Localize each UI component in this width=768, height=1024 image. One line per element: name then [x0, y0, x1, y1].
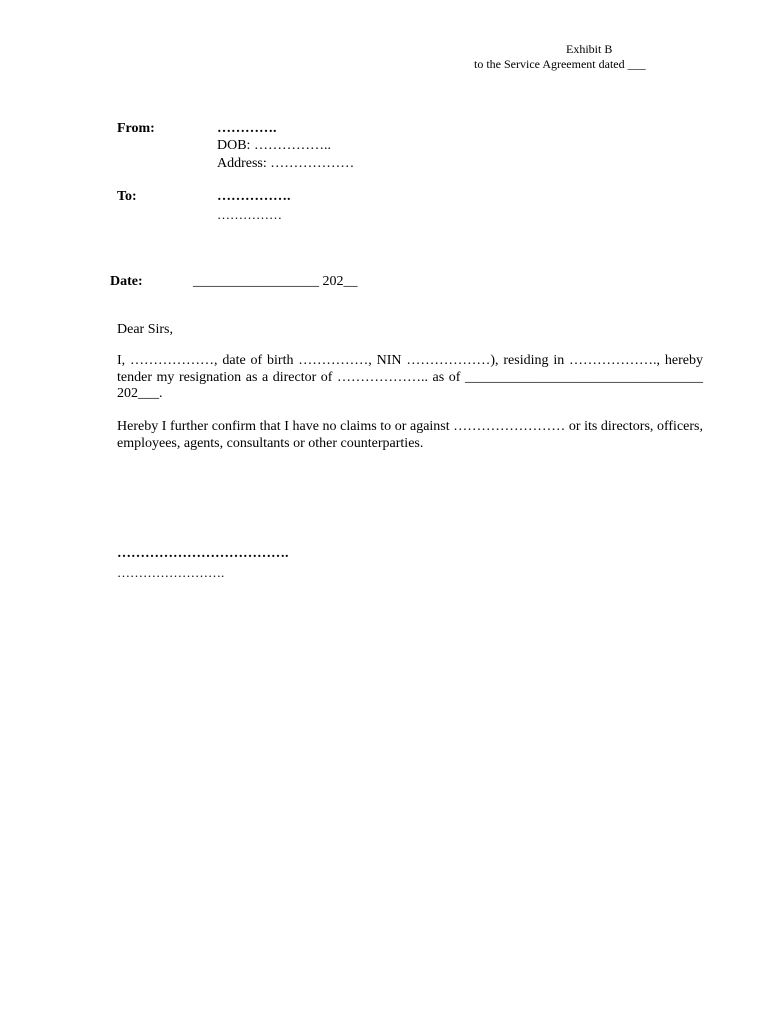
from-label: From:: [117, 121, 155, 136]
date-label: Date:: [110, 274, 143, 289]
exhibit-subtitle: to the Service Agreement dated ___: [474, 57, 646, 71]
from-name-placeholder: ………….: [217, 121, 277, 136]
exhibit-title: Exhibit B: [566, 42, 613, 56]
to-label: To:: [117, 189, 137, 204]
signature-line: ……………………………….: [117, 546, 289, 561]
from-dob: DOB: ……………..: [217, 138, 331, 153]
to-line2-placeholder: ……………: [217, 207, 282, 222]
date-value: __________________ 202__: [193, 274, 358, 289]
confirmation-paragraph: Hereby I further confirm that I have no claims to or against …………………… or its directors, officers, employees, agents, consultants or other counterparties.: [117, 419, 703, 451]
resignation-paragraph: I, ………………, date of birth ……………, NIN ………………), residing in ………………., hereby tender my resignation as a director of ……………….. as of __________________________________ 202___.: [117, 353, 703, 401]
signature-name-line: …………………….: [117, 565, 225, 580]
from-address: Address: ………………: [217, 156, 355, 171]
salutation: Dear Sirs,: [117, 322, 173, 337]
to-name-placeholder: …………….: [217, 189, 291, 204]
